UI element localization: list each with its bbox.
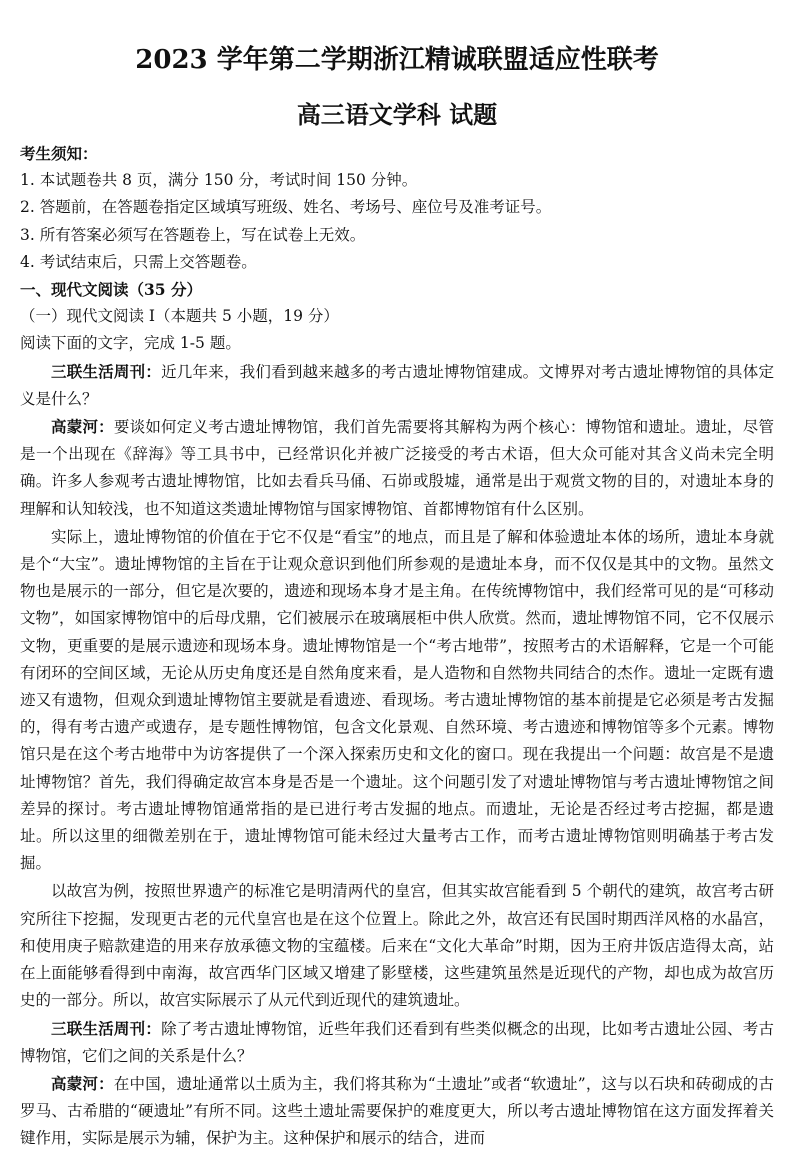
exam-title: 2023 学年第二学期浙江精诚联盟适应性联考 [135, 45, 659, 75]
article-paragraph [20, 413, 774, 523]
article-paragraph [20, 1015, 774, 1070]
notice-item: 4. 考试结束后，只需上交答题卷。 [20, 252, 257, 271]
speaker-label: 三联生活周刊： [51, 361, 162, 381]
article-paragraph [20, 1070, 774, 1153]
notice-heading: 考生须知： [20, 144, 98, 163]
section-heading: 一、现代文阅读（35 分） [20, 280, 202, 300]
exam-subtitle: 高三语文学科 试题 [296, 100, 498, 129]
paragraph-text: 近几年来，我们看到越来越多的考古遗址博物馆建成。文博界对考古遗址博物馆的具体定义是什么？ [20, 362, 774, 408]
article-paragraph [20, 358, 774, 413]
notice-item: 3. 所有答案必须写在答题卷上，写在试卷上无效。 [20, 225, 366, 244]
paragraph-text: 实际上，遗址博物馆的价值在于它不仅是“看宝”的地点，而且是了解和体验遗址本体的场所，遗址本身就是个“大宝”。遗址博物馆的主旨在于让观众意识到他们所参观的是遗址本身，而不仅仅是其中的文物。虽然文物也是展示的一部分，但它是次要的，遗迹和现场本身才是主角。在传统博物馆中，我们经常可见的是“可移动文物”，如国家博物馆中的后母戊鼎，它们被展示在玻璃展柜中供人欣赏。然而，遗址博物馆不同，它不仅展示文物，更重要的是展示遗迹和现场本身。遗址博物馆是一个“考古地带”，按照考古的术语解释，它是一个可能有闭环的空间区域，无论从历史角度还是自然角度来看，是人造物和自然物共同结合的杰作。遗址一定既有遗迹又有遗物，但观众到遗址博物馆主要就是看遗迹、看现场。考古遗址博物馆的基本前提是它必须是考古发掘的，得有考古遗产或遗存，是专题性博物馆，包含文化景观、自然环境、考古遗迹和博物馆等多个元素。博物馆只是在这个考古地带中为访客提供了一个深入探索历史和文化的窗口。现在我提出一个问题：故宫是不是遗址博物馆？首先，我们得确定故宫本身是否是一个遗址。这个问题引发了对遗址博物馆与考古遗址博物馆之间差异的探讨。考古遗址博物馆通常指的是已进行考古发掘的地点。而遗址，无论是否经过考古挖掘，都是遗址。所以这里的细微差别在于，遗址博物馆可能未经过大量考古工作，而考古遗址博物馆则明确基于考古发掘。 [20, 527, 774, 873]
subsection-heading: （一）现代文阅读 I（本题共 5 小题，19 分） [20, 307, 339, 326]
paragraph-text: 要谈如何定义考古遗址博物馆，我们首先需要将其解构为两个核心：博物馆和遗址。遗址，尽管是一个出现在《辞海》等工具书中，已经常识化并被广泛接受的考古术语，但大众可能对其含义尚未完全明确。许多人参观考古遗址博物馆，比如去看兵马俑、石峁或殷墟，通常是出于观赏文物的目的，对遗址本身的理解和认知较浅，也不知道这类遗址博物馆与国家博物馆、首都博物馆有什么区别。 [20, 418, 774, 518]
speaker-label: 高蒙河： [51, 1073, 114, 1093]
notice-item: 2. 答题前，在答题卷指定区域填写班级、姓名、考场号、座位号及准考证号。 [20, 198, 552, 217]
speaker-label: 三联生活周刊： [51, 1018, 162, 1038]
paragraph-text: 以故宫为例，按照世界遗产的标准它是明清两代的皇宫，但其实故宫能看到 5 个朝代的建筑，故宫考古研究所往下挖掘，发现更古老的元代皇宫也是在这个位置上。除此之外，故宫还有民国时期西洋风格的水晶宫，和使用庚子赔款建造的用来存放承德文物的宝蕴楼。后来在“文化大革命”时期，因为王府井饭店造得太高，站在上面能够看得到中南海，故宫西华门区域又增建了影壁楼，这些建筑虽然是近现代的产物，却也成为故宫历史的一部分。所以，故宫实际展示了从元代到近现代的建筑遗址。 [20, 882, 774, 1010]
paragraph-text: 在中国，遗址通常以土质为主，我们将其称为“土遗址”或者“软遗址”，这与以石块和砖砌成的古罗马、古希腊的“硬遗址”有所不同。这些土遗址需要保护的难度更大，所以考古遗址博物馆在这方面发挥着关键作用，实际是展示为辅，保护为主。这种保护和展示的结合，进而 [20, 1074, 774, 1148]
notice-item: 1. 本试题卷共 8 页，满分 150 分，考试时间 150 分钟。 [20, 171, 418, 190]
article-paragraph [20, 877, 774, 1014]
reading-instruction: 阅读下面的文字，完成 1-5 题。 [20, 334, 241, 353]
paragraph-text: 除了考古遗址博物馆，近些年我们还看到有些类似概念的出现，比如考古遗址公园、考古博物馆，它们之间的关系是什么？ [20, 1019, 774, 1065]
article-paragraph [20, 523, 774, 878]
speaker-label: 高蒙河： [51, 417, 114, 437]
